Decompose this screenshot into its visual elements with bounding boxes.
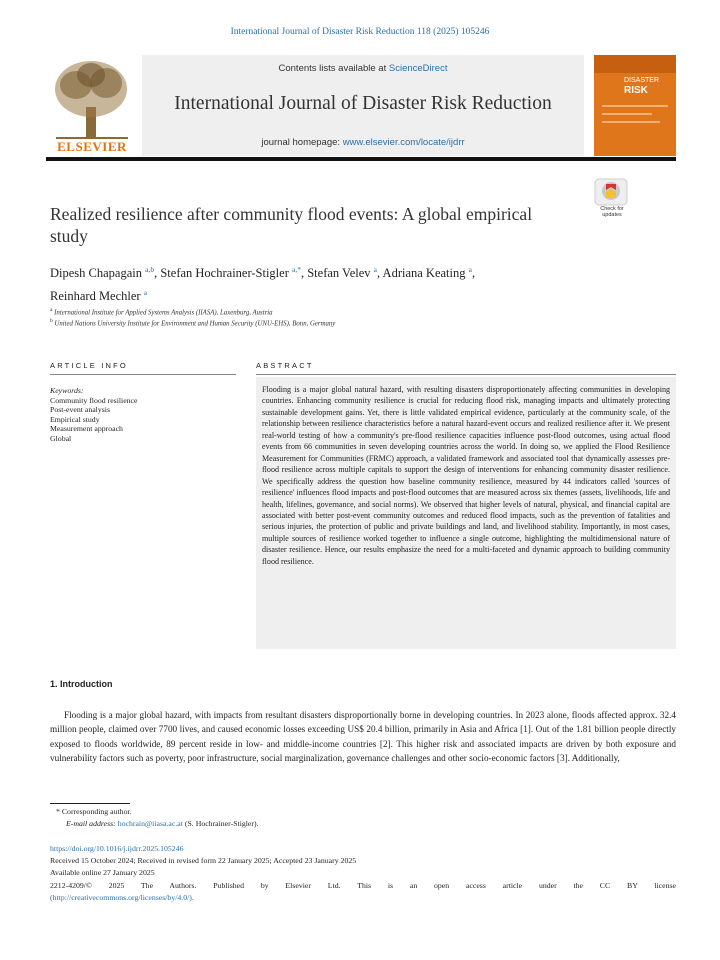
introduction-paragraph: Flooding is a major global hazard, with impacts from resultant disasters disproportionally borne in developing countries. In 2023 alone, floods affected approx. 32.4 million people, claimed over 7700 lives, and caused economic losses exceeding US$ 20.4 billion, primarily in Asia and Africa [1]. Out of the 1.81 billion people directly exposed to floods worldwide, 89 percent reside in low- and middle-income countries [2]. This higher risk and associated impacts are driven by both exposure and vulnerability factors such as poverty, poor infrastructure, social marginalization, governance challenges and other socio-economic factors [3]. Additionally, [50, 710, 676, 763]
masthead [46, 55, 676, 156]
homepage-link[interactable]: www.elsevier.com/locate/ijdrr [342, 137, 465, 148]
doi-link[interactable] [50, 843, 676, 854]
article-info-heading: ARTICLE INFO [50, 361, 128, 370]
author-affiliation-mark[interactable]: a [373, 265, 377, 274]
affiliation-mark: b [50, 318, 53, 324]
email-link[interactable]: hochrain@iiasa.ac.at [117, 819, 183, 828]
cover-line-1: DISASTER [624, 77, 660, 84]
journal-title: International Journal of Disaster Risk Reduction [174, 93, 552, 114]
email-label: E-mail address: [66, 819, 116, 828]
journal-reference[interactable]: International Journal of Disaster Risk Reduction 118 (2025) 105246 [230, 27, 490, 37]
keyword: Community flood resilience [50, 395, 138, 405]
available-online: Available online 27 January 2025 [50, 868, 155, 877]
publisher-logo-text: ELSEVIER [57, 139, 127, 154]
author-affiliation-mark[interactable]: a [143, 288, 148, 298]
affiliation [50, 307, 650, 316]
license-line: 2212-4209/© 2025 The Authors. Published by Elsevier Ltd. This is an open access article under the CC BY license [50, 881, 676, 890]
author-affiliation-mark[interactable]: a,b [145, 265, 155, 274]
journal-banner [142, 55, 584, 156]
corresponding-author-note [56, 807, 656, 816]
homepage-prefix: journal homepage: [261, 137, 343, 148]
license-url[interactable] [50, 892, 676, 903]
sciencedirect-link[interactable]: ScienceDirect [388, 63, 448, 74]
affiliation [50, 318, 650, 327]
author-name[interactable]: Reinhard Mechler [50, 289, 141, 304]
keyword: Measurement approach [50, 424, 123, 434]
email-note [66, 819, 666, 828]
author-name[interactable]: Stefan Hochrainer-Stigler [160, 266, 289, 281]
author-name[interactable]: Stefan Velev [307, 266, 371, 281]
keywords-label: Keywords: [50, 386, 84, 395]
author-list: Dipesh Chapagain $^{a,b}$, Stefan Hochrainer-Stigler $^{a,*}$, Stefan Velev $^a$, Adriana Keating $^a$, Reinhard Mechler $^a$ [50, 265, 476, 304]
keyword: Post-event analysis [50, 405, 110, 415]
crossmark-icon [594, 178, 628, 206]
contents-prefix: Contents lists available at [278, 63, 389, 74]
masthead-rule [46, 157, 676, 161]
footnote-rule [50, 803, 130, 804]
author-name[interactable]: Dipesh Chapagain [50, 266, 142, 281]
abstract-text: Flooding is a major global natural hazard, with resulting disasters disproportionately affecting communities in developing countries. Enhancing community resilience is crucial for reducing flood risk, managing impacts and ultimately protecting sustainable development gains. Yet, there is little validated empirical evidence, particularly at the community scale, of the relationship between resilience characteristics before a natural hazard-event occurs and realized resilience after it. We present real-world testing of how a community's pre-flood resilience capacities influence post-flood outcomes, using actual flood events from 66 communities in seven developing countries across the world. In doing so, we applied the Flood Resilience Measurement for Communities (FRMC) approach, a validated framework and associated tool that dynamically assesses pre-flood resilience across multiple capitals to support the design of interventions for enhancing community disaster resilience. We specifically address the question how baseline community resilience, measured by 44 indicators called 'sources of resilience' influences flood impacts and post-flood outcomes that are measured across six themes (assets, livelihoods, life and health, lifelines, governance, and social norms). We observed that higher levels of natural, physical, and financial capital are associated with better post-event community outcomes and reduced flood impacts, such as the prevention of fatalities and serious injuries, the protection of public and private buildings and land, and livelihood stability. Importantly, in most cases, multiple sources of resilience worked together to influence a single outcome, highlighting the multidimensional nature of disaster resilience. Hence, our results emphasize the need for a multi-faceted and dynamic approach to building community flood resilience. [262, 385, 670, 566]
author-name[interactable]: Adriana Keating [382, 266, 466, 281]
cover-line-2: RISK [624, 85, 648, 96]
journal-cover-image [594, 55, 676, 156]
contents-line [142, 63, 584, 74]
received-dates: Received 15 October 2024; Received in revised form 22 January 2025; Accepted 23 January 2025 [50, 856, 357, 865]
doi-link-text[interactable]: https://doi.org/10.1016/j.ijdrr.2025.105246 [50, 844, 184, 853]
affiliation-text: United Nations University Institute for Environment and Human Security (UNU-EHS), Bonn, Germany [54, 320, 336, 328]
keyword: Empirical study [50, 414, 100, 424]
license-url-link[interactable]: (http://creativecommons.org/licenses/by/4.0/). [50, 893, 194, 902]
corresponding-author-label: Corresponding author. [61, 807, 132, 816]
section-heading-introduction: 1. Introduction [50, 679, 113, 689]
elsevier-logo [46, 55, 138, 156]
affiliation-mark: a [50, 307, 53, 313]
journal-cover-thumbnail[interactable] [594, 55, 676, 156]
affiliation-text: International Institute for Applied Systems Analysis (IIASA), Laxenburg, Austria [54, 309, 273, 317]
abstract-heading: ABSTRACT [256, 361, 314, 370]
article-info-rule [50, 374, 236, 375]
footnote-asterisk: * [56, 807, 60, 816]
author-affiliation-mark[interactable]: a,* [292, 265, 301, 274]
email-suffix: (S. Hochrainer-Stigler). [184, 819, 259, 828]
check-for-updates-label: Check for updates [600, 206, 624, 218]
keyword: Global [50, 433, 72, 443]
author-affiliation-mark[interactable]: a [468, 265, 472, 274]
article-title: Realized resilience after community flood events: A global empirical study [50, 204, 533, 246]
keywords-block [50, 386, 230, 444]
abstract-rule [256, 374, 676, 375]
journal-homepage [142, 137, 584, 148]
